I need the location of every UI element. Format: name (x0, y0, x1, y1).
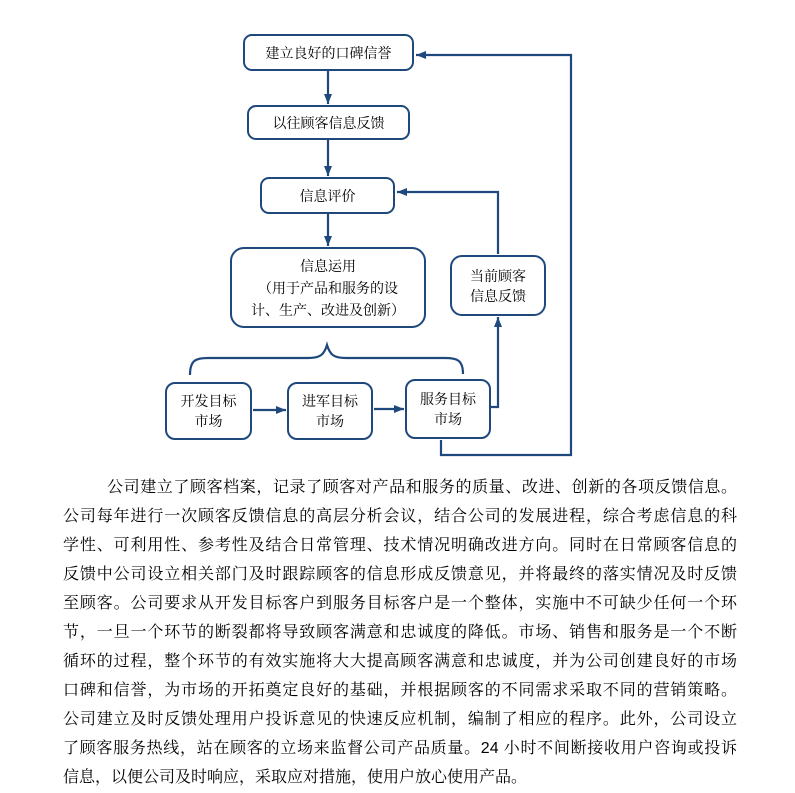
arrow-serve-to-current-feedback (491, 317, 498, 407)
flow-node-enter-target-market (287, 382, 373, 440)
flow-node-label: 建立良好的口碑信誉 (265, 44, 392, 61)
flow-node-label-line: 市场 (316, 413, 344, 429)
paragraph-line: 了顾客服务热线，站在顾客的立场来监督公司产品质量。24 小时不间断接收用户咨询或投诉 (63, 740, 737, 757)
flow-node-reputation (243, 34, 414, 71)
flow-node-label-line: 当前顾客 (470, 267, 526, 284)
flow-node-past-customer-feedback (247, 105, 410, 140)
body-paragraph (63, 473, 737, 792)
paragraph-line: 至顾客。公司要求从开发目标客户到服务目标客户是一个整体，实施中不可缺少任何一个环 (63, 595, 737, 612)
flow-node-label: 以往顾客信息反馈 (272, 114, 385, 131)
arrow-current-feedback-to-evaluation (397, 192, 498, 254)
flow-node-label-line: （用于产品和服务的设 (258, 279, 398, 296)
brace-application-to-markets (190, 345, 463, 375)
paragraph-line: 公司每年进行一次顾客反馈信息的高层分析会议，结合公司的发展进程，综合考虑信息的科 (63, 508, 737, 525)
flow-node-label: 信息评价 (299, 187, 356, 204)
paragraph-line: 节，一旦一个环节的断裂都将导致顾客满意和忠诚度的降低。市场、销售和服务是一个不断 (63, 624, 737, 641)
flow-node-serve-target-market (405, 379, 491, 439)
paragraph-line: 口碑和信誉，为市场的开拓奠定良好的基础，并根据顾客的不同需求采取不同的营销策略。 (63, 682, 737, 699)
flow-node-label-line: 计、生产、改进及创新） (251, 301, 405, 318)
flow-node-label-line: 信息反馈 (470, 287, 526, 304)
flow-node-information-evaluation (260, 177, 395, 214)
flow-node-develop-target-market (165, 382, 252, 440)
flow-node-label-line: 市场 (194, 413, 223, 429)
flow-node-label-line: 信息运用 (300, 257, 356, 274)
flow-node-label-line: 进军目标 (302, 393, 358, 409)
paragraph-line: 反馈中公司设立相关部门及时跟踪顾客的信息形成反馈意见，并将最终的落实情况及时反馈 (63, 566, 737, 583)
flow-node-label-line: 服务目标 (420, 391, 476, 407)
paragraph-line: 信息，以便公司及时响应，采取应对措施，使用户放心使用产品。 (63, 769, 528, 786)
paragraph-line: 学性、可利用性、参考性及结合日常管理、技术情况明确改进方向。同时在日常顾客信息的 (63, 537, 737, 554)
paragraph-line: 循环的过程，整个环节的有效实施将大大提高顾客满意和忠诚度，并为公司创建良好的市场 (63, 653, 737, 670)
paragraph-line: 公司建立了顾客档案，记录了顾客对产品和服务的质量、改进、创新的各项反馈信息。 (107, 479, 737, 496)
flow-node-information-application (230, 247, 426, 328)
flow-node-label-line: 市场 (434, 411, 462, 427)
paragraph-line: 公司建立及时反馈处理用户投诉意见的快速反应机制，编制了相应的程序。此外，公司设立 (63, 711, 737, 728)
flow-node-label-line: 开发目标 (180, 393, 237, 409)
flow-node-current-customer-feedback (450, 255, 546, 316)
